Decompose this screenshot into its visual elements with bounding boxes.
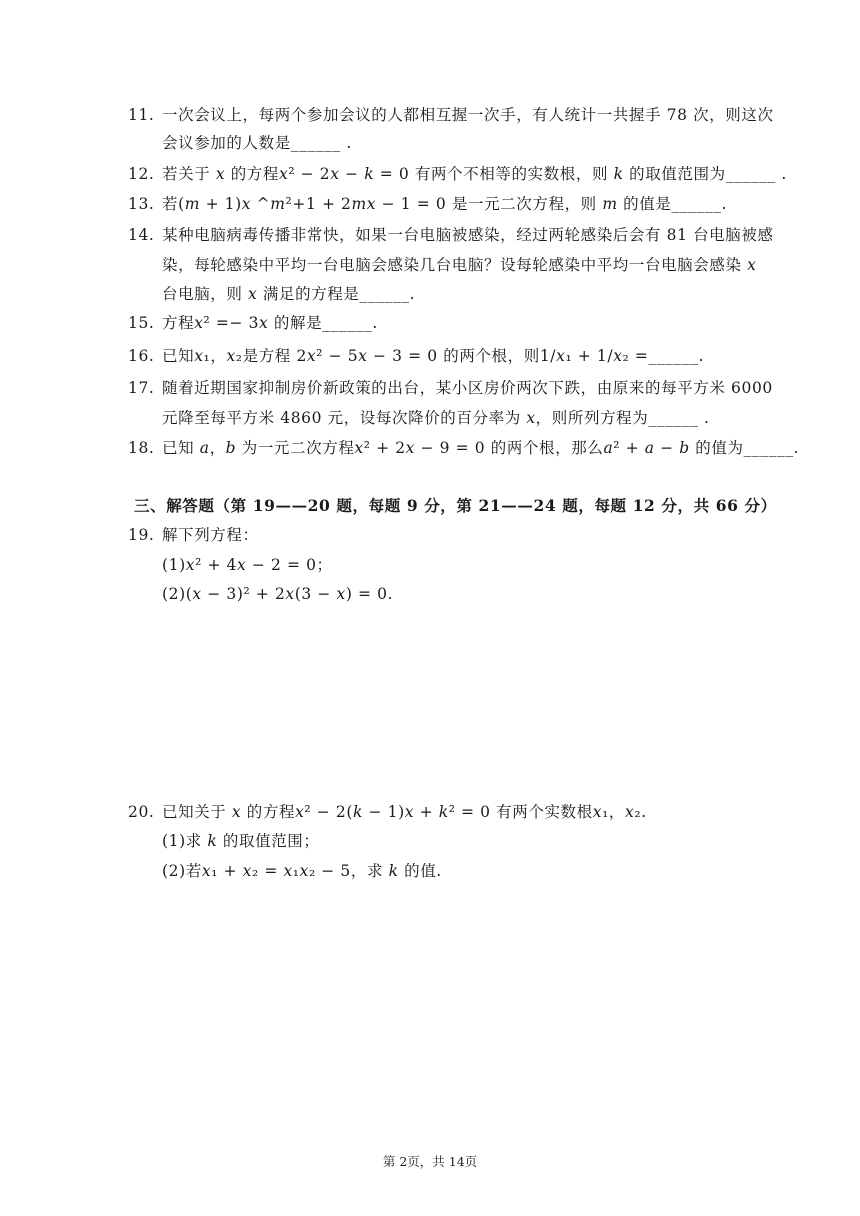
question-part: (1)𝑥² + 4𝑥 − 2 = 0； <box>162 556 333 574</box>
question-part: (1)求 𝑘 的取值范围； <box>162 832 320 850</box>
page-footer: 第 2页，共 14页 <box>382 1154 478 1169</box>
question-text: 某种电脑病毒传播非常快，如果一台电脑被感染，经过两轮感染后会有 81 台电脑被感 <box>162 226 774 244</box>
question-number: 18. <box>128 439 155 457</box>
question-number: 11. <box>128 106 155 124</box>
question-number: 15. <box>128 314 155 332</box>
question-number: 20. <box>128 803 155 821</box>
question-part: (2)若𝑥₁ + 𝑥₂ = 𝑥₁𝑥₂ − 5，求 𝑘 的值. <box>162 862 442 880</box>
question-number: 12. <box>128 165 155 183</box>
question-number: 13. <box>128 195 155 213</box>
question-text: 染，每轮感染中平均一台电脑会感染几台电脑？设每轮感染中平均一台电脑会感染 𝑥 <box>162 256 757 274</box>
question-text: 已知关于 𝑥 的方程𝑥² − 2(𝑘 − 1)𝑥 + 𝑘² = 0 有两个实数根𝑥₁，𝑥₂. <box>162 803 647 821</box>
question-part: (2)(𝑥 − 3)² + 2𝑥(3 − 𝑥) = 0. <box>162 585 394 603</box>
question-text: 若(𝑚 + 1)𝑥 ^𝑚²+1 + 2𝑚𝑥 − 1 = 0 是一元二次方程，则 𝑚 的值是______. <box>162 195 728 213</box>
question-text: 台电脑，则 𝑥 满足的方程是______. <box>162 285 416 303</box>
question-text: 一次会议上，每两个参加会议的人都相互握一次手，有人统计一共握手 78 次，则这次 <box>162 106 774 124</box>
question-number: 16. <box>128 347 155 365</box>
question-text: 已知 𝑎，𝑏 为一元二次方程𝑥² + 2𝑥 − 9 = 0 的两个根，那么𝑎² + 𝑎 − 𝑏 的值为______. <box>162 439 800 457</box>
question-text: 若关于 𝑥 的方程𝑥² − 2𝑥 − 𝑘 = 0 有两个不相等的实数根，则 𝑘 的取值范围为______ . <box>162 165 787 183</box>
question-number: 17. <box>128 379 155 397</box>
question-text: 随着近期国家抑制房价新政策的出台，某小区房价两次下跌，由原来的每平方米 6000 <box>162 379 773 397</box>
question-number: 19. <box>128 526 155 544</box>
question-text: 解下列方程： <box>162 526 259 544</box>
question-text: 元降至每平方米 4860 元，设每次降价的百分率为 𝑥，则所列方程为______ . <box>162 409 710 427</box>
question-number: 14. <box>128 226 155 244</box>
question-text: 会议参加的人数是______ . <box>162 134 352 152</box>
question-text: 已知𝑥₁，𝑥₂是方程 2𝑥² − 5𝑥 − 3 = 0 的两个根，则1/𝑥₁ + 1/𝑥₂ =______. <box>162 347 705 365</box>
section-heading: 三、解答题（第 19——20 题，每题 9 分，第 21——24 题，每题 12 分，共 66 分） <box>134 496 777 515</box>
question-text: 方程𝑥² =− 3𝑥 的解是______. <box>162 314 378 332</box>
